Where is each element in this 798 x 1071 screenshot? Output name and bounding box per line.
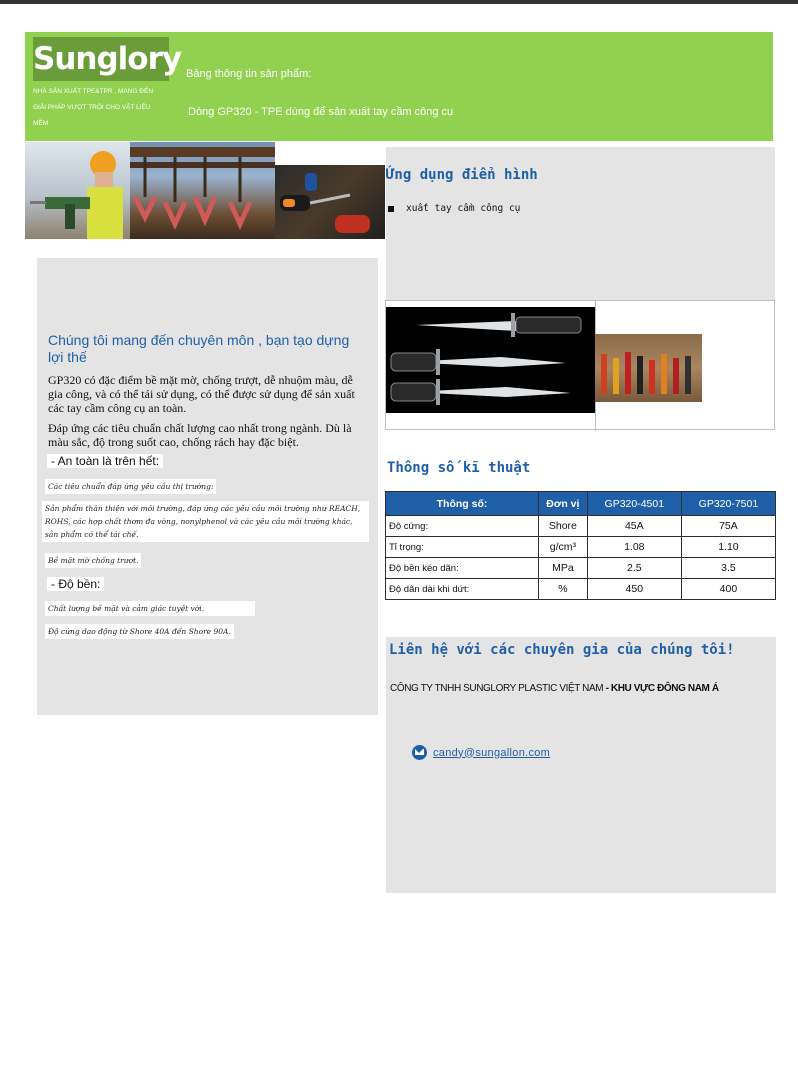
surface-quality-note: Chất lượng bề mặt và cảm giác tuyệt vời. (45, 601, 255, 616)
envelope-icon (412, 745, 427, 760)
tools-on-wood-photo (595, 334, 702, 402)
eco-friendly-note: Sản phẩm thân thiện với môi trường, đáp ứng các yêu cầu môi trường như REACH, ROHS, các hợp chất thơm đa vòng, nonylphenol và các yêu cầu môi trường khác, sản phẩm có thể tái chế. (42, 501, 369, 542)
contact-title: Liên hệ với các chuyên gia của chúng tôi! (389, 642, 735, 658)
header-banner (25, 32, 773, 141)
table-row: Độ cứng: Shore 45A 75A (386, 516, 776, 537)
playground-handles-photo (130, 142, 275, 239)
features-title: Chúng tôi mang đến chuyên môn , bạn tạo dựng lợi thế (48, 332, 350, 365)
application-item: xuất tay cầm công cụ (388, 203, 520, 214)
screwdrivers-photo (275, 165, 385, 239)
table-row: Tỉ trọng: g/cm³ 1.08 1.10 (386, 537, 776, 558)
specs-table (385, 491, 776, 600)
email-link[interactable]: candy@sungallon.com (433, 746, 551, 759)
contact-panel (386, 637, 776, 893)
product-line-title: Dòng GP320 - TPE dùng để sản xuất tay cầm công cụ (188, 106, 454, 118)
drill-worker-photo (25, 142, 130, 239)
safety-heading: - An toàn là trên hết: (47, 454, 163, 468)
knives-photo (386, 307, 595, 413)
header-subtitle: Bảng thông tin sản phẩm: (186, 68, 312, 80)
matte-surface-note: Bề mặt mờ chống trượt. (45, 553, 141, 568)
applications-title: Ứng dụng điển hình (386, 167, 538, 183)
features-paragraph-1: GP320 có đặc điểm bề mặt mờ, chống trượt, dễ nhuộm màu, dễ gia công, và có thể tái sử dụng, có thể được sử dụng để sản xuất các tay cầm công cụ an toàn. (48, 373, 355, 415)
tagline: NHÀ SẢN XUẤT TPE&TPR , MANG ĐẾN GIẢI PHÁP VƯỢT TRỘI CHO VẬT LIỆU MỀM (33, 88, 154, 127)
durability-heading: - Độ bền: (47, 577, 104, 591)
table-row: Độ dãn dài khi dứt: % 450 400 (386, 579, 776, 600)
header-gp320-7501: GP320-7501 (681, 492, 775, 516)
header-unit: Đơn vị (539, 492, 588, 516)
applications-panel (386, 147, 775, 301)
company-name: CÔNG TY TNHH SUNGLORY PLASTIC VIỆT NAM - KHU VỰC ĐÔNG NAM Á (390, 683, 719, 694)
sunglory-logo: Sunglory (33, 37, 169, 81)
specs-title: Thông số kĩ thuật (387, 460, 531, 476)
bullet-square-icon (388, 206, 394, 212)
hardness-range-note: Độ cứng dao động từ Shore 40A đến Shore 90A. (45, 624, 234, 639)
header-parameter: Thông số: (386, 492, 539, 516)
email-contact[interactable] (412, 745, 550, 760)
table-row: Độ bền kéo dãn: MPa 2.5 3.5 (386, 558, 776, 579)
header-gp320-4501: GP320-4501 (587, 492, 681, 516)
features-paragraph-2: Đáp ứng các tiêu chuẩn chất lượng cao nhất trong ngành. Dù là màu sắc, độ trong suốt cao, chống rách hay đặc biệt. (48, 421, 352, 449)
market-standards-note: Các tiêu chuẩn đáp ứng yêu cầu thị trường: (45, 479, 216, 494)
features-panel (37, 258, 378, 715)
top-border (0, 0, 798, 4)
specs-header-row (386, 492, 776, 516)
